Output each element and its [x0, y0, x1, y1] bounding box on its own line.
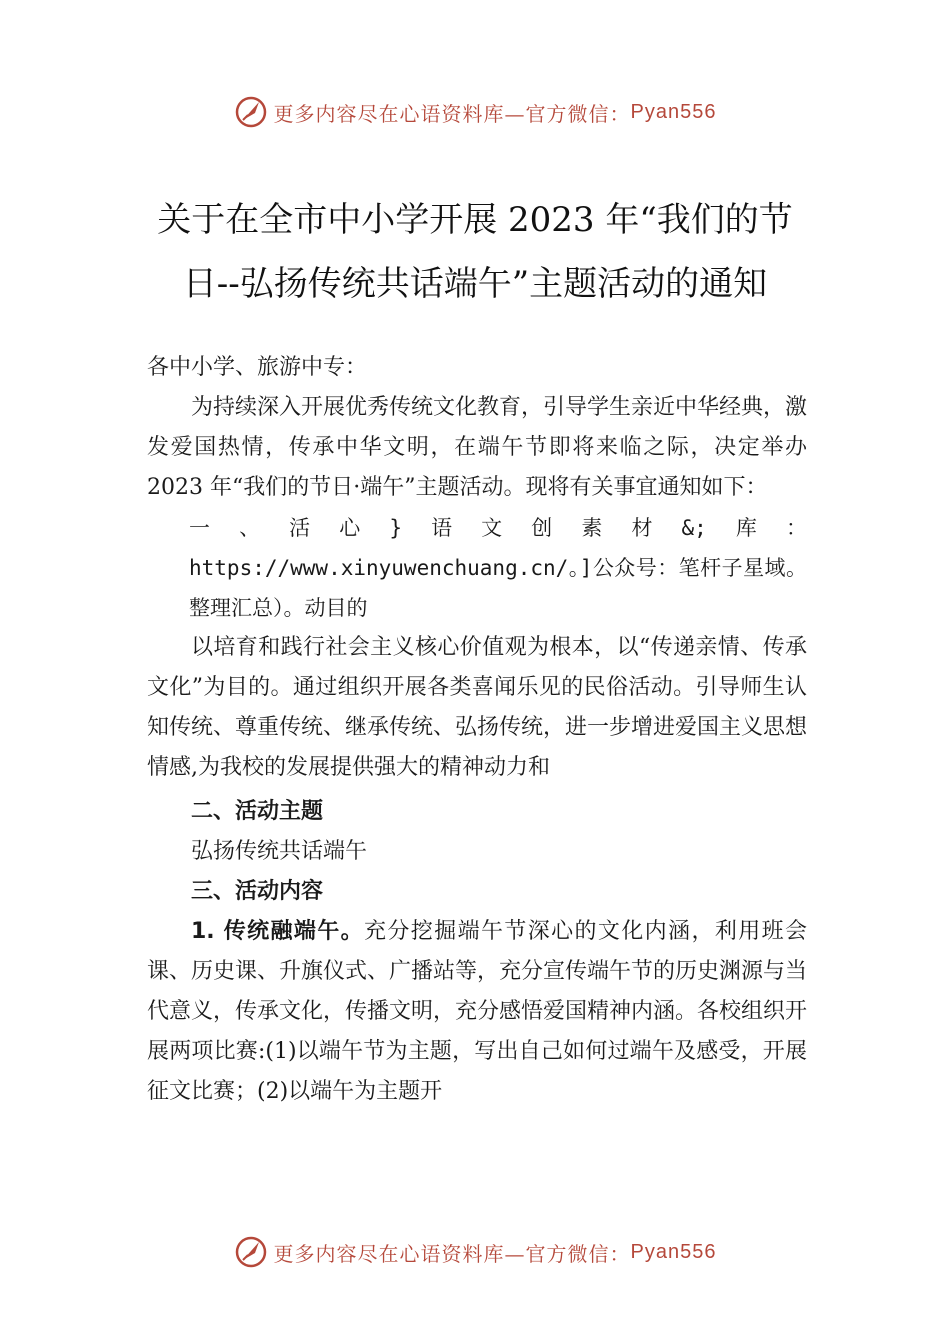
intro-paragraph: 为持续深入开展优秀传统文化教育，引导学生亲近中华经典，激发爱国热情，传承中华文明，在端午节即将来临之际，决定举办 2023 年“我们的节日·端午”主题活动。现将有关事宜通知如下：: [147, 395, 808, 500]
section-2-text: 弘扬传统共话端午: [191, 839, 368, 864]
document-body: [147, 348, 807, 1112]
document-title: [0, 188, 950, 316]
item-1-lead: 1. 传统融端午。: [191, 919, 365, 944]
item-1-paragraph: [147, 912, 807, 1112]
salutation: 各中小学、旅游中专：: [147, 355, 368, 380]
watermark-footer: [0, 1235, 950, 1269]
watermark-header: [0, 95, 950, 129]
quill-logo-icon: [234, 95, 268, 129]
watermark-text: 更多内容尽在心语资料库—官方微信：: [273, 1241, 631, 1266]
section-1-text: 以培育和践行社会主义核心价值观为根本，以“传递亲情、传承文化”为目的。通过组织开展各类喜闻乐见的民俗活动。引导师生认知传统、尊重传统、继承传统、弘扬传统，进一步增进爱国主义思想情感,为我校的发展提供强大的精神动力和: [147, 635, 808, 780]
title-line-1: 关于在全市中小学开展 2023 年“我们的节: [157, 200, 793, 240]
watermark-wechat-id: Pyan556: [630, 1240, 717, 1263]
watermark-wechat-id: Pyan556: [630, 100, 717, 123]
section-2-heading: 二、活动主题: [191, 799, 324, 824]
title-line-2: 日--弘扬传统共话端午”主题活动的通知: [182, 264, 768, 304]
section-1-heading: 一、活心}语文创素材&;库：https://www.xinyuwenchuang.cn/。]公众号：笔杆子星域。整理汇总）。动目的: [189, 516, 807, 620]
watermark-text: 更多内容尽在心语资料库—官方微信：: [273, 101, 631, 126]
item-1-text: 充分挖掘端午节深心的文化内涵，利用班会课、历史课、升旗仪式、广播站等，充分宣传端午节的历史渊源与当代意义，传承文化，传播文明，充分感悟爱国精神内涵。各校组织开展两项比赛:(1)以端午节为主题，写出自己如何过端午及感受，开展征文比赛；(2)以端午为主题开: [147, 919, 808, 1104]
quill-logo-icon: [234, 1235, 268, 1269]
section-3-heading: 三、活动内容: [191, 879, 324, 904]
